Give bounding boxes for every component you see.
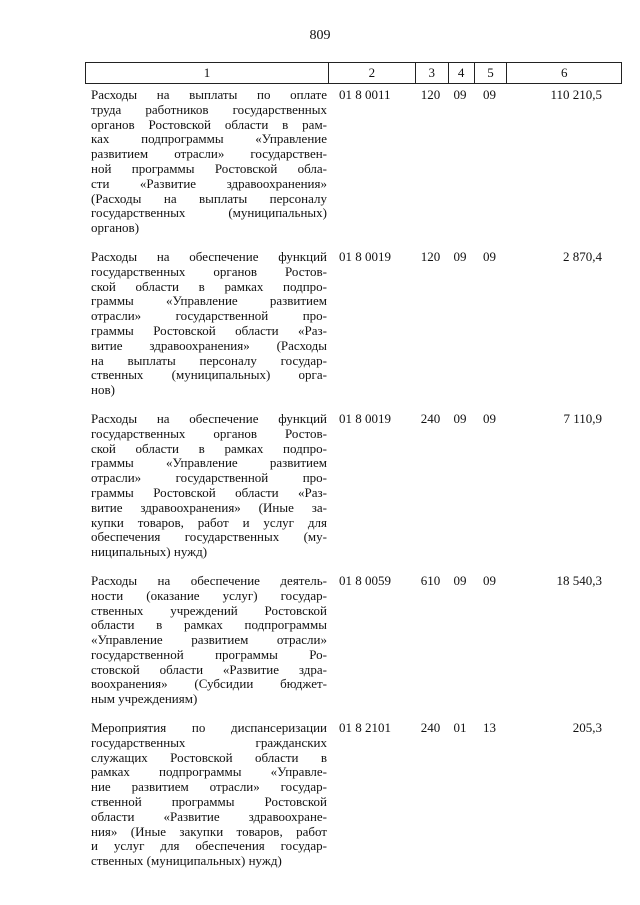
subsection-code: 09 [483, 572, 496, 588]
description-line: на выплаты персоналу государ- [91, 352, 327, 368]
row-description [85, 721, 327, 869]
subsection-code: 13 [483, 720, 496, 736]
description-line: ской области в рамках подпро- [91, 440, 327, 456]
section-code: 09 [453, 248, 467, 264]
header-col-5: 5 [475, 63, 508, 83]
description-line: Расходы на обеспечение деятель- [91, 572, 327, 588]
amount: 2 870,4 [563, 248, 602, 264]
target-article-code: 01 8 0011 [339, 87, 391, 102]
description-line: государственной программы Ро- [91, 646, 327, 662]
subsection-code: 09 [483, 87, 496, 102]
description-line: органов) [91, 220, 140, 236]
amount: 205,3 [572, 720, 602, 736]
expense-type-code: 240 [420, 410, 441, 426]
expense-type-code: 240 [420, 720, 441, 736]
description-line: ния» (Иные закупки товаров, работ [91, 823, 327, 839]
expense-type-code: 120 [420, 87, 441, 102]
description-line: Расходы на обеспечение функций [91, 410, 327, 426]
description-line: ственных учреждений Ростовской [91, 602, 327, 618]
table-row [85, 250, 622, 398]
description-line: ской области в рамках подпро- [91, 278, 327, 294]
target-article-code: 01 8 0019 [339, 410, 391, 426]
description-line: граммы «Управление развитием [91, 293, 327, 309]
table-row [85, 412, 622, 560]
header-col-2: 2 [329, 63, 416, 83]
description-line: Расходы на обеспечение функций [91, 248, 327, 264]
table-row [85, 574, 622, 707]
description-line: обеспечения государственных (му- [91, 529, 327, 545]
description-line: служащих Ростовской области в [91, 749, 327, 765]
description-line: рамках подпрограммы «Управле- [91, 764, 327, 780]
description-line: стовской области «Развитие здра- [91, 661, 327, 677]
description-line: и услуг для обеспечения государ- [91, 838, 327, 854]
header-col-3: 3 [416, 63, 449, 83]
description-line: ственных (муниципальных) орга- [91, 367, 327, 383]
description-line: ственной программы Ростовской [91, 794, 327, 810]
header-col-4: 4 [449, 63, 475, 83]
amount: 18 540,3 [556, 572, 602, 588]
description-line: Мероприятия по диспансеризации [91, 720, 327, 736]
description-line: труда работников государственных [91, 101, 327, 117]
description-line: купки товаров, работ и услуг для [91, 514, 327, 530]
section-code: 09 [453, 410, 467, 426]
description-line: области в рамках подпрограммы [91, 617, 327, 633]
description-line: государственных органов Ростов- [91, 425, 327, 441]
description-line: граммы Ростовской области «Раз- [91, 484, 327, 500]
row-description [85, 412, 327, 560]
description-line: нов) [91, 382, 115, 398]
description-line: (Расходы на выплаты персоналу [91, 190, 327, 206]
description-line: развитием отрасли» государствен- [91, 146, 327, 162]
section-code: 01 [453, 720, 467, 736]
row-description [85, 250, 327, 398]
description-line: ние развитием отрасли» государ- [91, 779, 327, 795]
description-line: витие здравоохранения» (Иные за- [91, 499, 327, 515]
expense-type-code: 120 [420, 248, 441, 264]
description-line: ках подпрограммы «Управление [91, 131, 327, 147]
description-line: граммы Ростовской области «Раз- [91, 322, 327, 338]
target-article-code: 01 8 0059 [339, 572, 391, 588]
description-line: воохранения» (Субсидии бюджет- [91, 676, 327, 692]
subsection-code: 09 [483, 248, 496, 264]
table-header [85, 62, 622, 84]
description-line: ности (оказание услуг) государ- [91, 587, 327, 603]
description-line: граммы «Управление развитием [91, 455, 327, 471]
header-col-6: 6 [560, 65, 568, 80]
expense-type-code: 610 [420, 572, 441, 588]
row-description [85, 88, 327, 236]
subsection-code: 09 [483, 410, 496, 426]
description-line: витие здравоохранения» (Расходы [91, 337, 327, 353]
description-line: ным учреждениям) [91, 691, 198, 707]
description-line: области «Развитие здравоохране- [91, 808, 327, 824]
section-code: 09 [453, 572, 467, 588]
description-line: Расходы на выплаты по оплате [91, 87, 327, 102]
description-line: ниципальных) нужд) [91, 544, 208, 560]
table-row [85, 88, 622, 236]
description-line: государственных (муниципальных) [91, 205, 327, 221]
description-line: отрасли» государственной про- [91, 308, 327, 324]
description-line: органов Ростовской области в рам- [91, 116, 327, 132]
amount: 110 210,5 [550, 87, 602, 102]
header-col-1: 1 [86, 63, 329, 83]
amount: 7 110,9 [563, 410, 602, 426]
description-line: ственных (муниципальных) нужд) [91, 853, 282, 869]
page-number: 809 [309, 28, 331, 43]
description-line: ной программы Ростовской обла- [91, 160, 327, 176]
description-line: «Управление развитием отрасли» [91, 632, 327, 648]
section-code: 09 [453, 87, 467, 102]
description-line: отрасли» государственной про- [91, 470, 327, 486]
target-article-code: 01 8 0019 [339, 248, 391, 264]
target-article-code: 01 8 2101 [339, 720, 391, 736]
description-line: государственных гражданских [91, 734, 327, 750]
row-description [85, 574, 327, 707]
description-line: сти «Развитие здравоохранения» [91, 175, 327, 191]
table-body [85, 88, 622, 883]
description-line: государственных органов Ростов- [91, 263, 327, 279]
table-row [85, 721, 622, 869]
